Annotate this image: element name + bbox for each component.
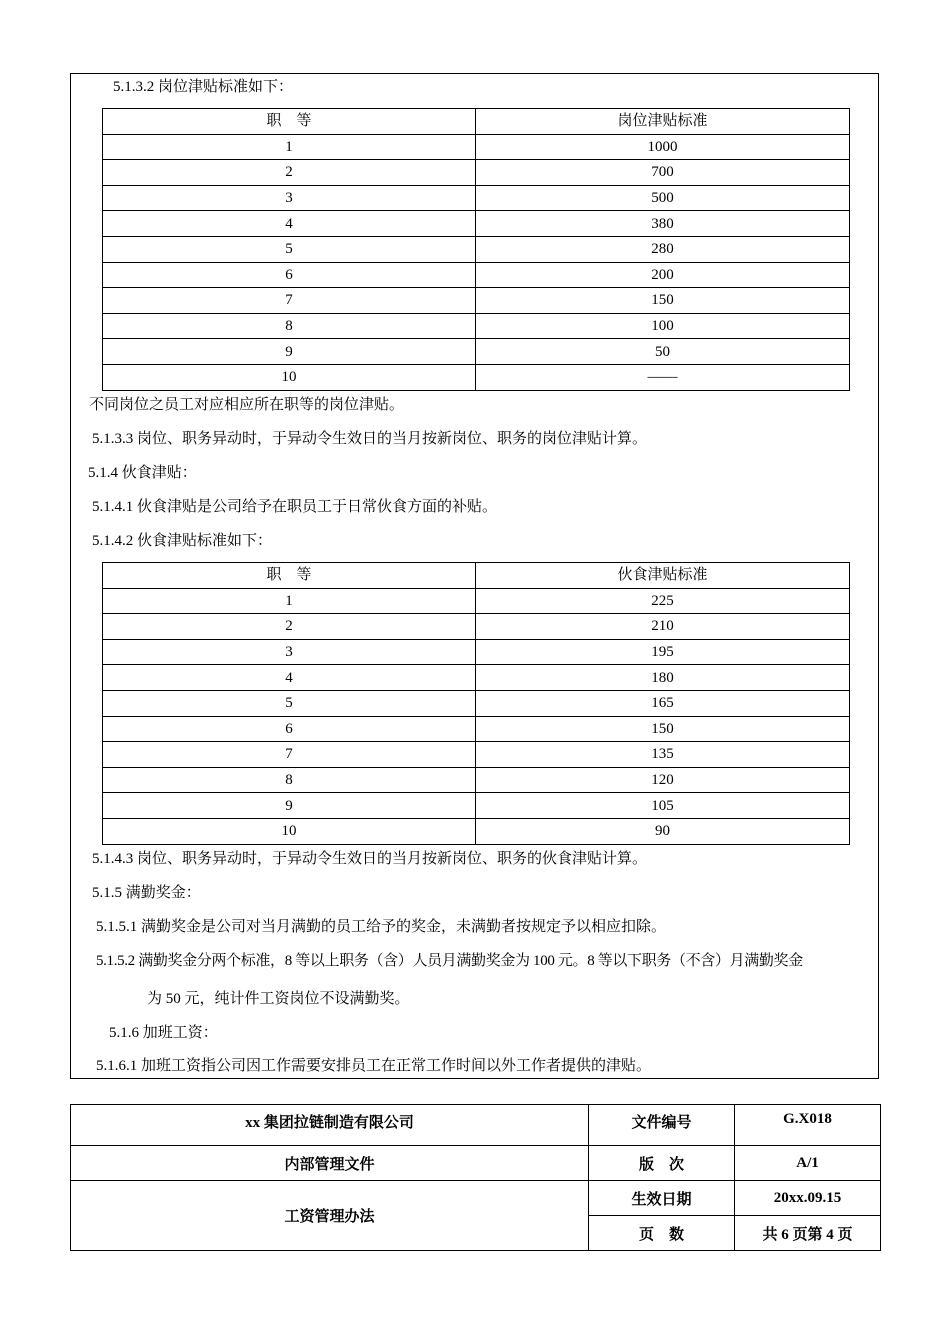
allowance-cell: 150 [476, 288, 850, 314]
grade-cell: 5 [103, 236, 476, 262]
table-row [103, 742, 850, 768]
table-row [103, 185, 850, 211]
allowance-cell: 50 [476, 339, 850, 365]
table-row [103, 639, 850, 665]
allowance-cell: 90 [476, 818, 850, 844]
section-5-1-3-2-title: 5.1.3.2 岗位津贴标准如下： [113, 79, 294, 95]
grade-cell: 10 [103, 364, 476, 390]
header-meal-allowance: 伙食津贴标准 [476, 563, 850, 589]
grade-cell: 6 [103, 262, 476, 288]
table-row [103, 767, 850, 793]
table-row [103, 134, 850, 160]
allowance-cell: 105 [476, 793, 850, 819]
section-5-1-4: 5.1.4 伙食津贴： [88, 465, 197, 481]
header-post-allowance: 岗位津贴标准 [476, 109, 850, 135]
section-5-1-4-3: 5.1.4.3 岗位、职务异动时，于异动令生效日的当月按新岗位、职务的伙食津贴计算。 [92, 851, 648, 867]
grade-cell: 9 [103, 339, 476, 365]
allowance-note: 不同岗位之员工对应相应所在职等的岗位津贴。 [89, 397, 405, 413]
table-row [103, 716, 850, 742]
doc-number-label: 文件编号 [589, 1105, 735, 1146]
grade-cell: 1 [103, 588, 476, 614]
section-5-1-3-3: 5.1.3.3 岗位、职务异动时，于异动令生效日的当月按新岗位、职务的岗位津贴计算。 [92, 431, 648, 447]
allowance-cell: 210 [476, 614, 850, 640]
grade-cell: 4 [103, 211, 476, 237]
table-row [103, 690, 850, 716]
table-row [103, 339, 850, 365]
doc-number-value: G.X018 [735, 1105, 881, 1146]
allowance-cell: 100 [476, 313, 850, 339]
table-row [103, 588, 850, 614]
table-row [103, 313, 850, 339]
effective-date-value: 20xx.09.15 [735, 1181, 881, 1216]
section-5-1-5-2-line2: 为 50 元，纯计件工资岗位不设满勤奖。 [147, 991, 410, 1007]
grade-cell: 7 [103, 742, 476, 768]
table-row [103, 818, 850, 844]
allowance-cell: 500 [476, 185, 850, 211]
grade-cell: 7 [103, 288, 476, 314]
grade-cell: 2 [103, 160, 476, 186]
doc-type: 内部管理文件 [71, 1146, 589, 1181]
allowance-cell: 200 [476, 262, 850, 288]
allowance-cell: 120 [476, 767, 850, 793]
allowance-cell: 150 [476, 716, 850, 742]
allowance-cell: 1000 [476, 134, 850, 160]
version-label: 版 次 [589, 1146, 735, 1181]
table-row [103, 288, 850, 314]
grade-cell: 8 [103, 767, 476, 793]
table-row [103, 262, 850, 288]
allowance-cell: 280 [476, 236, 850, 262]
grade-cell: 9 [103, 793, 476, 819]
effective-date-label: 生效日期 [589, 1181, 735, 1216]
allowance-cell: 195 [476, 639, 850, 665]
allowance-cell: 380 [476, 211, 850, 237]
table-header-row [103, 109, 850, 135]
table-row [103, 211, 850, 237]
grade-cell: 1 [103, 134, 476, 160]
allowance-cell: 135 [476, 742, 850, 768]
grade-cell: 3 [103, 639, 476, 665]
table-row [103, 160, 850, 186]
allowance-cell: 165 [476, 690, 850, 716]
grade-cell: 2 [103, 614, 476, 640]
grade-cell: 8 [103, 313, 476, 339]
section-5-1-5: 5.1.5 满勤奖金： [92, 885, 201, 901]
allowance-cell: 225 [476, 588, 850, 614]
allowance-cell: 700 [476, 160, 850, 186]
section-5-1-4-2-title: 5.1.4.2 伙食津贴标准如下： [92, 533, 273, 549]
header-grade: 职 等 [103, 109, 476, 135]
version-value: A/1 [735, 1146, 881, 1181]
document-footer-table [70, 1104, 881, 1251]
table-row [103, 793, 850, 819]
section-5-1-6: 5.1.6 加班工资： [109, 1025, 218, 1041]
section-5-1-6-1: 5.1.6.1 加班工资指公司因工作需要安排员工在正常工作时间以外工作者提供的津贴。 [96, 1058, 652, 1074]
grade-cell: 10 [103, 818, 476, 844]
header-grade: 职 等 [103, 563, 476, 589]
pages-label: 页 数 [589, 1216, 735, 1251]
allowance-cell: —— [476, 364, 850, 390]
table-header-row [103, 563, 850, 589]
table-row [103, 236, 850, 262]
company-name: xx 集团拉链制造有限公司 [71, 1105, 589, 1146]
section-5-1-5-1: 5.1.5.1 满勤奖金是公司对当月满勤的员工给予的奖金，未满勤者按规定予以相应扣除。 [96, 919, 667, 935]
table-row [103, 364, 850, 390]
pages-value: 共 6 页第 4 页 [735, 1216, 881, 1251]
grade-cell: 3 [103, 185, 476, 211]
table-row [103, 665, 850, 691]
section-5-1-4-1: 5.1.4.1 伙食津贴是公司给予在职员工于日常伙食方面的补贴。 [92, 499, 498, 515]
meal-allowance-table [102, 562, 850, 845]
section-5-1-5-2-line1: 5.1.5.2 满勤奖金分两个标准，8 等以上职务（含）人员月满勤奖金为 100 元。8 等以下职务（不含）月满勤奖金 [96, 953, 803, 969]
doc-title: 工资管理办法 [71, 1181, 589, 1251]
post-allowance-table [102, 108, 850, 391]
table-row [103, 614, 850, 640]
allowance-cell: 180 [476, 665, 850, 691]
grade-cell: 4 [103, 665, 476, 691]
grade-cell: 5 [103, 690, 476, 716]
grade-cell: 6 [103, 716, 476, 742]
